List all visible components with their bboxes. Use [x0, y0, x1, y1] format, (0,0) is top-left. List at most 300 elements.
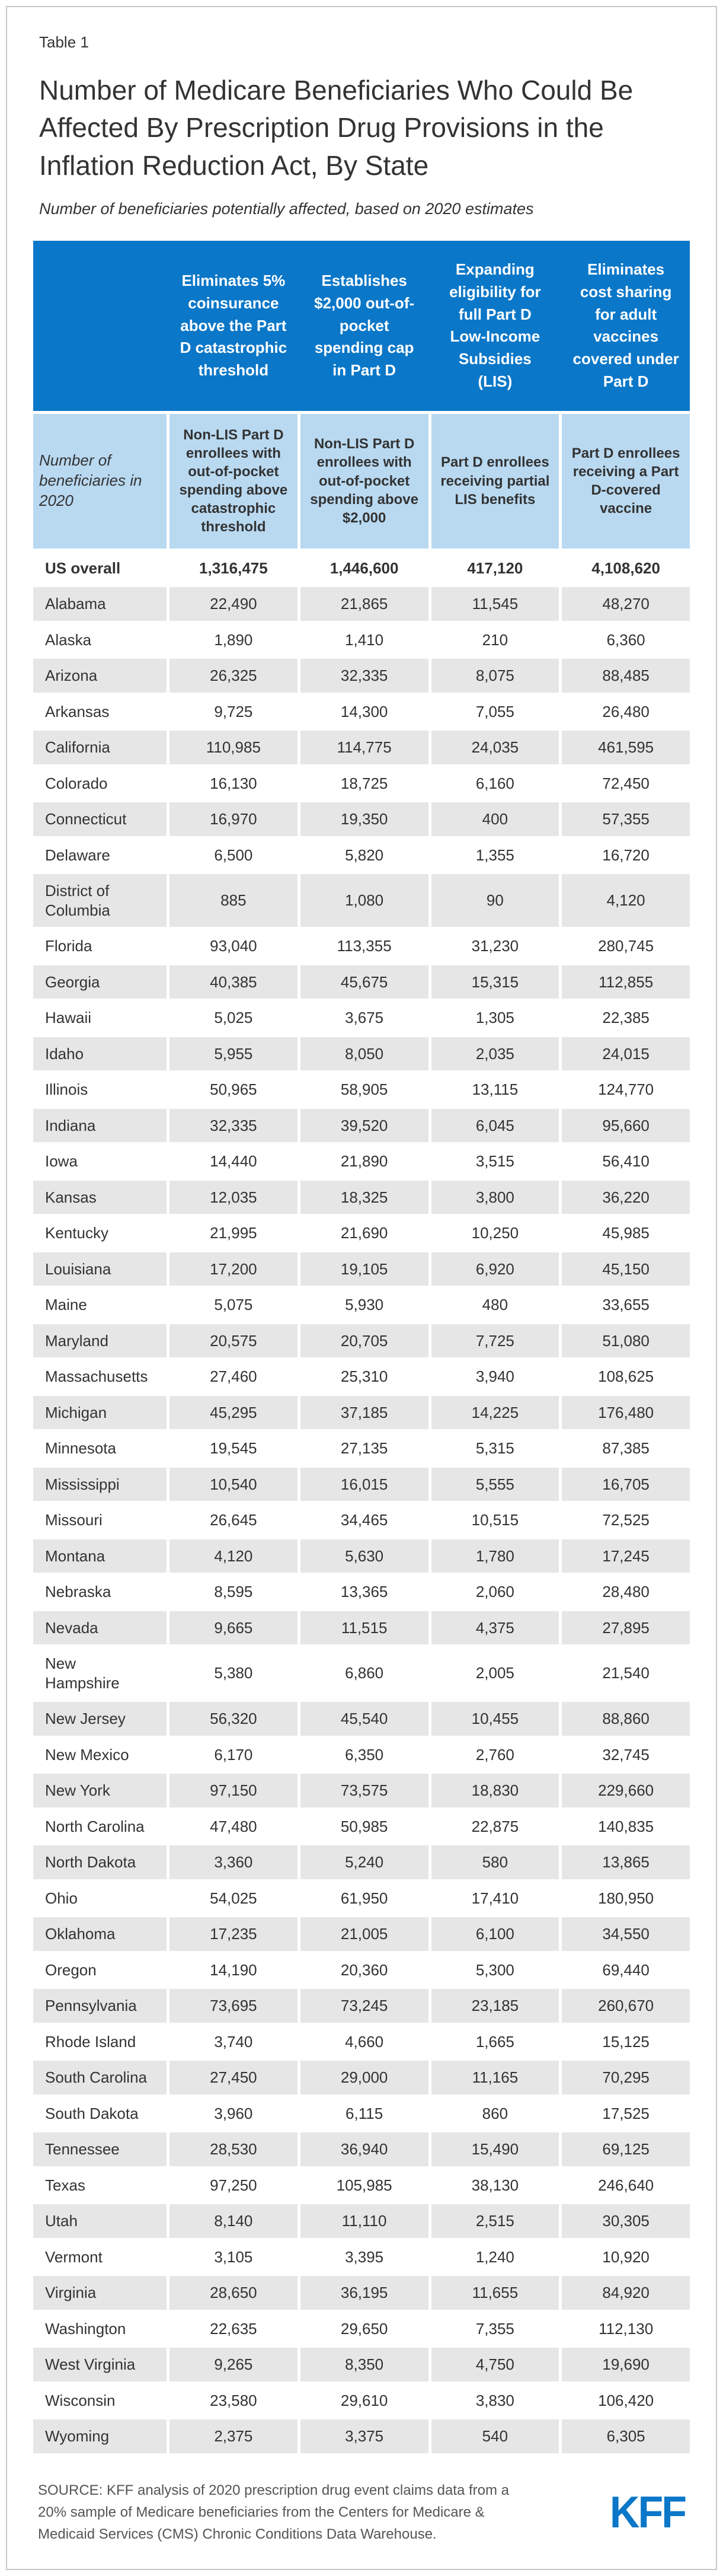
state-cell: Louisiana: [33, 1252, 167, 1286]
table-row: [33, 731, 690, 764]
value-cell: 47,480: [169, 1810, 297, 1844]
value-cell: 2,005: [431, 1647, 559, 1700]
table-header-row: [33, 241, 690, 410]
value-cell: 11,110: [300, 2204, 428, 2238]
table-row: [33, 2419, 690, 2453]
value-cell: 210: [431, 623, 559, 657]
value-cell: 38,130: [431, 2169, 559, 2202]
value-cell: 18,325: [300, 1181, 428, 1214]
table-row: [33, 2061, 690, 2094]
value-cell: 6,920: [431, 1252, 559, 1286]
value-cell: 3,515: [431, 1144, 559, 1178]
table-footer: [33, 2479, 690, 2546]
value-cell: 21,865: [300, 587, 428, 621]
value-cell: 6,100: [431, 1917, 559, 1951]
subheader-oop-cap: Non-LIS Part D enrollees with out-of-pocket spending above $2,000: [300, 414, 428, 549]
value-cell: 3,375: [300, 2419, 428, 2453]
table-row: [33, 1216, 690, 1250]
value-cell: 23,185: [431, 1989, 559, 2023]
table-row: [33, 1324, 690, 1358]
value-cell: 97,150: [169, 1774, 297, 1807]
value-cell: 95,660: [562, 1109, 690, 1143]
value-cell: 24,015: [562, 1037, 690, 1071]
value-cell: 1,780: [431, 1539, 559, 1573]
table-row: [33, 659, 690, 693]
value-cell: 21,690: [300, 1216, 428, 1250]
value-cell: 180,950: [562, 1882, 690, 1915]
value-cell: 6,860: [300, 1647, 428, 1700]
value-cell: 32,335: [300, 659, 428, 693]
page-subtitle: Number of beneficiaries potentially affected, based on 2020 estimates: [39, 200, 534, 218]
value-cell: 22,490: [169, 587, 297, 621]
state-cell: Oklahoma: [33, 1917, 167, 1951]
value-cell: 20,705: [300, 1324, 428, 1358]
value-cell: 3,940: [431, 1360, 559, 1394]
state-cell: Minnesota: [33, 1432, 167, 1465]
state-cell: Tennessee: [33, 2132, 167, 2166]
value-cell: 461,595: [562, 731, 690, 764]
value-cell: 9,665: [169, 1611, 297, 1645]
value-cell: 106,420: [562, 2384, 690, 2418]
table-row: [33, 2025, 690, 2059]
value-cell: 108,625: [562, 1360, 690, 1394]
data-table: [33, 241, 690, 2453]
value-cell: 26,480: [562, 695, 690, 729]
value-cell: 16,130: [169, 767, 297, 801]
value-cell: 97,250: [169, 2169, 297, 2202]
table-row: [33, 2132, 690, 2166]
value-cell: 140,835: [562, 1810, 690, 1844]
value-cell: 24,035: [431, 731, 559, 764]
value-cell: 16,720: [562, 839, 690, 872]
value-cell: 1,316,475: [169, 551, 297, 585]
value-cell: 5,300: [431, 1953, 559, 1987]
value-cell: 9,725: [169, 695, 297, 729]
value-cell: 2,760: [431, 1738, 559, 1772]
value-cell: 11,655: [431, 2276, 559, 2310]
state-cell: US overall: [33, 551, 167, 585]
value-cell: 48,270: [562, 587, 690, 621]
state-cell: Vermont: [33, 2240, 167, 2274]
state-cell: Wisconsin: [33, 2384, 167, 2418]
state-cell: Alabama: [33, 587, 167, 621]
state-cell: Idaho: [33, 1037, 167, 1071]
value-cell: 540: [431, 2419, 559, 2453]
value-cell: 3,675: [300, 1001, 428, 1035]
value-cell: 57,355: [562, 802, 690, 836]
value-cell: 17,410: [431, 1882, 559, 1915]
value-cell: 5,240: [300, 1845, 428, 1879]
value-cell: 58,905: [300, 1073, 428, 1107]
value-cell: 4,120: [169, 1539, 297, 1573]
table-number-label: Table 1: [39, 33, 89, 51]
state-cell: New York: [33, 1774, 167, 1807]
value-cell: 36,195: [300, 2276, 428, 2310]
table-row: [33, 1953, 690, 1987]
value-cell: 14,225: [431, 1396, 559, 1430]
value-cell: 7,055: [431, 695, 559, 729]
table-row: [33, 587, 690, 621]
value-cell: 4,660: [300, 2025, 428, 2059]
value-cell: 10,920: [562, 2240, 690, 2274]
source-note: SOURCE: KFF analysis of 2020 prescription drug event claims data from a 20% sample of Medicare beneficiaries from the Centers for Medicare & Medicaid Services (CMS) Chronic Conditions Data Warehouse.: [38, 2482, 509, 2543]
column-header-empty: [33, 241, 167, 410]
value-cell: 5,025: [169, 1001, 297, 1035]
value-cell: 51,080: [562, 1324, 690, 1358]
value-cell: 72,525: [562, 1503, 690, 1537]
value-cell: 50,985: [300, 1810, 428, 1844]
value-cell: 3,800: [431, 1181, 559, 1214]
value-cell: 19,350: [300, 802, 428, 836]
state-cell: North Dakota: [33, 1845, 167, 1879]
value-cell: 6,115: [300, 2097, 428, 2131]
value-cell: 246,640: [562, 2169, 690, 2202]
value-cell: 7,355: [431, 2312, 559, 2346]
value-cell: 10,250: [431, 1216, 559, 1250]
table-row: [33, 767, 690, 801]
value-cell: 417,120: [431, 551, 559, 585]
state-cell: Utah: [33, 2204, 167, 2238]
value-cell: 16,705: [562, 1468, 690, 1501]
value-cell: 1,665: [431, 2025, 559, 2059]
value-cell: 1,890: [169, 623, 297, 657]
value-cell: 10,515: [431, 1503, 559, 1537]
value-cell: 3,360: [169, 1845, 297, 1879]
table-row: [33, 1575, 690, 1609]
state-cell: Iowa: [33, 1144, 167, 1178]
value-cell: 28,480: [562, 1575, 690, 1609]
value-cell: 20,360: [300, 1953, 428, 1987]
value-cell: 580: [431, 1845, 559, 1879]
value-cell: 22,875: [431, 1810, 559, 1844]
table-row: [33, 1181, 690, 1214]
value-cell: 30,305: [562, 2204, 690, 2238]
value-cell: 36,940: [300, 2132, 428, 2166]
value-cell: 15,315: [431, 965, 559, 999]
table-row: [33, 1774, 690, 1807]
table-body: [33, 551, 690, 2453]
state-cell: New Jersey: [33, 1702, 167, 1736]
state-cell: Georgia: [33, 965, 167, 999]
subheader-lis: Part D enrollees receiving partial LIS benefits: [431, 414, 559, 549]
value-cell: 10,540: [169, 1468, 297, 1501]
state-cell: South Dakota: [33, 2097, 167, 2131]
table-row: [33, 1468, 690, 1501]
state-cell: Florida: [33, 929, 167, 963]
value-cell: 36,220: [562, 1181, 690, 1214]
table-row: [33, 1702, 690, 1736]
value-cell: 860: [431, 2097, 559, 2131]
table-row: [33, 1073, 690, 1107]
table-row: [33, 1611, 690, 1645]
value-cell: 4,120: [562, 874, 690, 927]
state-cell: Pennsylvania: [33, 1989, 167, 2023]
value-cell: 18,725: [300, 767, 428, 801]
value-cell: 6,500: [169, 839, 297, 872]
table-row: [33, 965, 690, 999]
state-cell: Alaska: [33, 623, 167, 657]
value-cell: 280,745: [562, 929, 690, 963]
value-cell: 11,515: [300, 1611, 428, 1645]
value-cell: 88,485: [562, 659, 690, 693]
value-cell: 7,725: [431, 1324, 559, 1358]
value-cell: 480: [431, 1288, 559, 1322]
table-row: [33, 2348, 690, 2381]
value-cell: 37,185: [300, 1396, 428, 1430]
table-row: [33, 1360, 690, 1394]
table-row: [33, 1252, 690, 1286]
value-cell: 31,230: [431, 929, 559, 963]
value-cell: 6,045: [431, 1109, 559, 1143]
value-cell: 22,385: [562, 1001, 690, 1035]
state-cell: Montana: [33, 1539, 167, 1573]
value-cell: 6,170: [169, 1738, 297, 1772]
table-row: [33, 929, 690, 963]
state-cell: Nebraska: [33, 1575, 167, 1609]
value-cell: 16,015: [300, 1468, 428, 1501]
value-cell: 17,200: [169, 1252, 297, 1286]
state-cell: Arizona: [33, 659, 167, 693]
state-cell: Maine: [33, 1288, 167, 1322]
value-cell: 45,540: [300, 1702, 428, 1736]
value-cell: 22,635: [169, 2312, 297, 2346]
table-row: [33, 1647, 690, 1700]
state-cell: Mississippi: [33, 1468, 167, 1501]
value-cell: 29,000: [300, 2061, 428, 2094]
value-cell: 73,245: [300, 1989, 428, 2023]
state-cell: Kansas: [33, 1181, 167, 1214]
page-title: Number of Medicare Beneficiaries Who Could Be Affected By Prescription Drug Provisions in the Inflation Reduction Act, By State: [39, 75, 634, 181]
table-row: [33, 2312, 690, 2346]
value-cell: 13,365: [300, 1575, 428, 1609]
value-cell: 5,630: [300, 1539, 428, 1573]
value-cell: 10,455: [431, 1702, 559, 1736]
value-cell: 105,985: [300, 2169, 428, 2202]
value-cell: 34,465: [300, 1503, 428, 1537]
value-cell: 4,750: [431, 2348, 559, 2381]
value-cell: 9,265: [169, 2348, 297, 2381]
value-cell: 17,235: [169, 1917, 297, 1951]
value-cell: 8,350: [300, 2348, 428, 2381]
value-cell: 50,965: [169, 1073, 297, 1107]
state-cell: California: [33, 731, 167, 764]
value-cell: 3,960: [169, 2097, 297, 2131]
value-cell: 3,830: [431, 2384, 559, 2418]
state-cell: Delaware: [33, 839, 167, 872]
value-cell: 4,108,620: [562, 551, 690, 585]
value-cell: 25,310: [300, 1360, 428, 1394]
table-row: [33, 1738, 690, 1772]
table-row: [33, 1539, 690, 1573]
state-cell: Wyoming: [33, 2419, 167, 2453]
state-cell: West Virginia: [33, 2348, 167, 2381]
value-cell: 45,675: [300, 965, 428, 999]
value-cell: 93,040: [169, 929, 297, 963]
value-cell: 8,075: [431, 659, 559, 693]
state-cell: Arkansas: [33, 695, 167, 729]
value-cell: 5,315: [431, 1432, 559, 1465]
value-cell: 87,385: [562, 1432, 690, 1465]
state-cell: New Hampshire: [33, 1647, 167, 1700]
value-cell: 4,375: [431, 1611, 559, 1645]
value-cell: 27,460: [169, 1360, 297, 1394]
value-cell: 70,295: [562, 2061, 690, 2094]
value-cell: 88,860: [562, 1702, 690, 1736]
table-row: [33, 1432, 690, 1465]
value-cell: 33,655: [562, 1288, 690, 1322]
column-header-oop-cap: Establishes $2,000 out-of-pocket spending cap in Part D: [314, 272, 415, 379]
table-row: [33, 1917, 690, 1951]
value-cell: 23,580: [169, 2384, 297, 2418]
table-row: [33, 1144, 690, 1178]
table-row: [33, 2204, 690, 2238]
value-cell: 21,005: [300, 1917, 428, 1951]
value-cell: 8,050: [300, 1037, 428, 1071]
table-row: [33, 839, 690, 872]
value-cell: 21,995: [169, 1216, 297, 1250]
value-cell: 17,245: [562, 1539, 690, 1573]
table-row: [33, 1109, 690, 1143]
kff-logo: KFF: [609, 2487, 685, 2537]
value-cell: 72,450: [562, 767, 690, 801]
value-cell: 2,515: [431, 2204, 559, 2238]
value-cell: 1,080: [300, 874, 428, 927]
column-header-vaccines: Eliminates cost sharing for adult vaccines covered under Part D: [572, 260, 679, 390]
value-cell: 5,555: [431, 1468, 559, 1501]
state-cell: Connecticut: [33, 802, 167, 836]
subheader-vaccines: Part D enrollees receiving a Part D-covered vaccine: [562, 414, 690, 549]
value-cell: 124,770: [562, 1073, 690, 1107]
table-row: [33, 623, 690, 657]
value-cell: 112,855: [562, 965, 690, 999]
value-cell: 56,320: [169, 1702, 297, 1736]
value-cell: 110,985: [169, 731, 297, 764]
value-cell: 28,650: [169, 2276, 297, 2310]
state-cell: Virginia: [33, 2276, 167, 2310]
value-cell: 5,075: [169, 1288, 297, 1322]
value-cell: 11,545: [431, 587, 559, 621]
state-cell: Michigan: [33, 1396, 167, 1430]
value-cell: 6,350: [300, 1738, 428, 1772]
value-cell: 12,035: [169, 1181, 297, 1214]
value-cell: 69,125: [562, 2132, 690, 2166]
column-header-lis: Expanding eligibility for full Part D Low-Income Subsidies (LIS): [449, 260, 541, 390]
state-cell: District of Columbia: [33, 874, 167, 927]
value-cell: 16,970: [169, 802, 297, 836]
value-cell: 2,035: [431, 1037, 559, 1071]
state-cell: Missouri: [33, 1503, 167, 1537]
value-cell: 21,890: [300, 1144, 428, 1178]
state-cell: Hawaii: [33, 1001, 167, 1035]
value-cell: 11,165: [431, 2061, 559, 2094]
state-cell: North Carolina: [33, 1810, 167, 1844]
state-cell: South Carolina: [33, 2061, 167, 2094]
value-cell: 114,775: [300, 731, 428, 764]
table-row: [33, 2097, 690, 2131]
value-cell: 29,610: [300, 2384, 428, 2418]
value-cell: 90: [431, 874, 559, 927]
value-cell: 14,440: [169, 1144, 297, 1178]
value-cell: 1,446,600: [300, 551, 428, 585]
state-cell: Oregon: [33, 1953, 167, 1987]
value-cell: 5,930: [300, 1288, 428, 1322]
value-cell: 113,355: [300, 929, 428, 963]
state-cell: Maryland: [33, 1324, 167, 1358]
value-cell: 18,830: [431, 1774, 559, 1807]
value-cell: 5,955: [169, 1037, 297, 1071]
value-cell: 69,440: [562, 1953, 690, 1987]
value-cell: 885: [169, 874, 297, 927]
column-header-catastrophic: Eliminates 5% coinsurance above the Part D catastrophic threshold: [180, 272, 287, 379]
value-cell: 32,335: [169, 1109, 297, 1143]
table-row: [33, 1810, 690, 1844]
value-cell: 1,355: [431, 839, 559, 872]
value-cell: 45,295: [169, 1396, 297, 1430]
value-cell: 1,410: [300, 623, 428, 657]
state-cell: Illinois: [33, 1073, 167, 1107]
value-cell: 28,530: [169, 2132, 297, 2166]
value-cell: 54,025: [169, 1882, 297, 1915]
table-row: [33, 2384, 690, 2418]
value-cell: 2,375: [169, 2419, 297, 2453]
value-cell: 14,300: [300, 695, 428, 729]
value-cell: 5,820: [300, 839, 428, 872]
table-row: [33, 2169, 690, 2202]
table-row: [33, 1845, 690, 1879]
value-cell: 61,950: [300, 1882, 428, 1915]
table-subheader-row: [33, 414, 690, 549]
value-cell: 17,525: [562, 2097, 690, 2131]
state-cell: Washington: [33, 2312, 167, 2346]
value-cell: 45,150: [562, 1252, 690, 1286]
value-cell: 73,695: [169, 1989, 297, 2023]
state-cell: Nevada: [33, 1611, 167, 1645]
value-cell: 56,410: [562, 1144, 690, 1178]
value-cell: 400: [431, 802, 559, 836]
table-row: [33, 2240, 690, 2274]
value-cell: 8,140: [169, 2204, 297, 2238]
value-cell: 19,690: [562, 2348, 690, 2381]
value-cell: 15,125: [562, 2025, 690, 2059]
value-cell: 3,105: [169, 2240, 297, 2274]
value-cell: 14,190: [169, 1953, 297, 1987]
state-cell: Colorado: [33, 767, 167, 801]
value-cell: 176,480: [562, 1396, 690, 1430]
table-row: [33, 1001, 690, 1035]
value-cell: 229,660: [562, 1774, 690, 1807]
table-row: [33, 874, 690, 927]
subheader-catastrophic: Non-LIS Part D enrollees with out-of-pocket spending above catastrophic threshold: [169, 414, 297, 549]
table-row: [33, 1989, 690, 2023]
state-cell: Ohio: [33, 1882, 167, 1915]
value-cell: 13,115: [431, 1073, 559, 1107]
state-cell: New Mexico: [33, 1738, 167, 1772]
value-cell: 20,575: [169, 1324, 297, 1358]
value-cell: 6,160: [431, 767, 559, 801]
table-row: [33, 1037, 690, 1071]
value-cell: 21,540: [562, 1647, 690, 1700]
value-cell: 1,240: [431, 2240, 559, 2274]
value-cell: 73,575: [300, 1774, 428, 1807]
value-cell: 6,360: [562, 623, 690, 657]
value-cell: 5,380: [169, 1647, 297, 1700]
value-cell: 3,740: [169, 2025, 297, 2059]
table-row: [33, 1396, 690, 1430]
table-row: [33, 802, 690, 836]
value-cell: 26,645: [169, 1503, 297, 1537]
row-header-label: Number of beneficiaries in 2020: [33, 414, 167, 549]
value-cell: 19,545: [169, 1432, 297, 1465]
